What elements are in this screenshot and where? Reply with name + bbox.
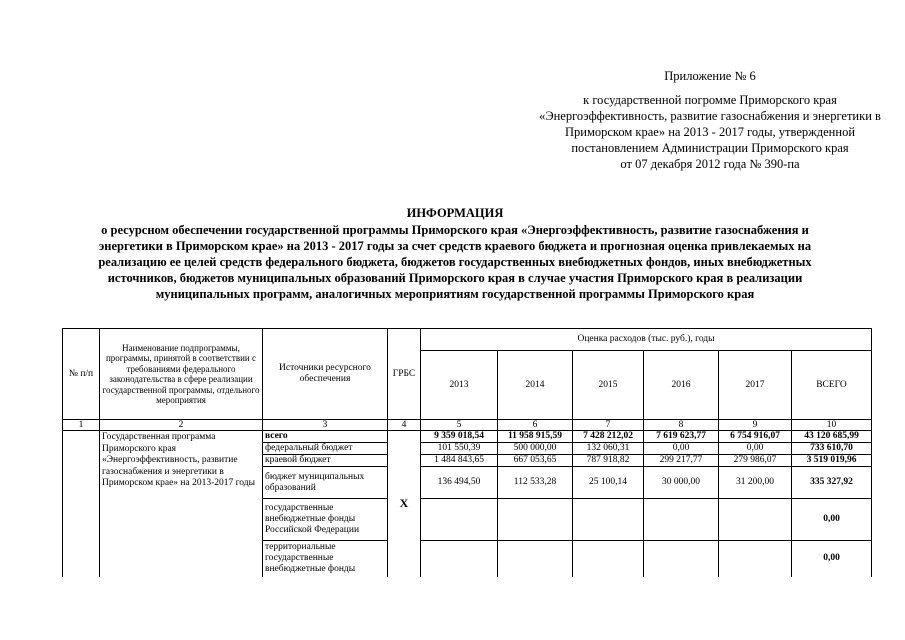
row-num-cell	[63, 431, 100, 577]
source-label: бюджет муниципальных образований	[263, 467, 388, 499]
title-line: муниципальных программ, аналогичных мероприятиям государственной программы Приморского края	[155, 287, 755, 301]
source-label: территориальные государственные внебюджетные фонды	[263, 541, 388, 577]
value-cell: 25 100,14	[573, 467, 644, 499]
value-cell: 11 958 915,59	[498, 431, 573, 443]
value-cell	[421, 499, 498, 541]
column-number: 2	[100, 420, 263, 431]
source-label: всего	[263, 431, 388, 443]
value-cell	[719, 499, 792, 541]
column-number: 7	[573, 420, 644, 431]
title-line: энергетики в Приморском крае» на 2013 - 2017 годы за счет средств краевого бюджета и прогнозная оценка привлекаемых на	[98, 239, 812, 253]
value-cell	[573, 541, 644, 577]
value-cell	[498, 541, 573, 577]
value-cell: 112 533,28	[498, 467, 573, 499]
source-label: федеральный бюджет	[263, 443, 388, 455]
header-year: 2013	[421, 351, 498, 420]
value-cell: 6 754 916,07	[719, 431, 792, 443]
column-number: 3	[263, 420, 388, 431]
header-source: Источники ресурсного обеспечения	[263, 329, 388, 420]
value-cell: 101 550,39	[421, 443, 498, 455]
total-cell: 733 610,70	[792, 443, 872, 455]
program-name: Государственная программа Приморского края «Энергоэффективность, развитие газоснабжения и энергетики в Приморском крае» на 2013-2017 годы	[100, 431, 263, 577]
title-line: о ресурсном обеспечении государственной программы Приморского края «Энергоэффективность, развитие газоснабжения и	[101, 223, 809, 237]
appendix-line: постановлением Администрации Приморского края	[571, 141, 849, 155]
total-cell: 0,00	[792, 499, 872, 541]
appendix-line: «Энергоэффективность, развитие газоснабжения и энергетики в	[539, 109, 881, 123]
value-cell: 787 918,82	[573, 455, 644, 467]
column-number: 8	[644, 420, 719, 431]
header-year: 2015	[573, 351, 644, 420]
column-number: 5	[421, 420, 498, 431]
value-cell: 1 484 843,65	[421, 455, 498, 467]
value-cell: 132 060,31	[573, 443, 644, 455]
total-cell: 43 120 685,99	[792, 431, 872, 443]
header-name: Наименование подпрограммы, программы, принятой в соответствии с требованиями федерального законодательства в сфере реализации государственной программы, отдельного мероприятия	[100, 329, 263, 420]
value-cell	[421, 541, 498, 577]
appendix-header	[520, 68, 900, 172]
appendix-line: от 07 декабря 2012 года № 390-па	[620, 157, 800, 171]
column-number: 4	[388, 420, 421, 431]
value-cell: 299 217,77	[644, 455, 719, 467]
value-cell: 31 200,00	[719, 467, 792, 499]
value-cell: 0,00	[719, 443, 792, 455]
header-num: № п/п	[63, 329, 100, 420]
value-cell: 7 428 212,02	[573, 431, 644, 443]
appendix-number: Приложение № 6	[664, 69, 756, 83]
total-cell: 3 519 019,96	[792, 455, 872, 467]
header-total: ВСЕГО	[792, 351, 872, 420]
column-number: 9	[719, 420, 792, 431]
column-number: 1	[63, 420, 100, 431]
value-cell: 7 619 623,77	[644, 431, 719, 443]
column-number: 6	[498, 420, 573, 431]
title-heading: ИНФОРМАЦИЯ	[406, 206, 504, 220]
value-cell	[644, 541, 719, 577]
appendix-line: к государственной погромме Приморского края	[583, 93, 837, 107]
source-label: краевой бюджет	[263, 455, 388, 467]
grbs-cell: Х	[388, 431, 421, 577]
total-cell: 0,00	[792, 541, 872, 577]
resource-table	[62, 328, 872, 577]
value-cell: 136 494,50	[421, 467, 498, 499]
value-cell: 279 986,07	[719, 455, 792, 467]
total-cell: 335 327,92	[792, 467, 872, 499]
value-cell: 667 053,65	[498, 455, 573, 467]
column-number: 10	[792, 420, 872, 431]
header-estimate: Оценка расходов (тыс. руб.), годы	[421, 329, 872, 351]
header-year: 2014	[498, 351, 573, 420]
value-cell: 9 359 018,54	[421, 431, 498, 443]
value-cell	[644, 499, 719, 541]
value-cell	[719, 541, 792, 577]
title-line: источников, бюджетов муниципальных образований Приморского края в случае участия Приморского края в реализации	[107, 271, 803, 285]
value-cell: 30 000,00	[644, 467, 719, 499]
source-label: государственные внебюджетные фонды Российской Федерации	[263, 499, 388, 541]
appendix-line: Приморском крае» на 2013 - 2017 годы, утвержденной	[564, 125, 856, 139]
value-cell	[498, 499, 573, 541]
value-cell	[573, 499, 644, 541]
value-cell: 0,00	[644, 443, 719, 455]
title-line: реализацию ее целей средств федерального бюджета, бюджетов государственных внебюджетных фондов, иных внебюджетных	[98, 255, 812, 269]
header-year: 2017	[719, 351, 792, 420]
header-year: 2016	[644, 351, 719, 420]
value-cell: 500 000,00	[498, 443, 573, 455]
document-title	[60, 205, 850, 302]
header-grbs: ГРБС	[388, 329, 421, 420]
